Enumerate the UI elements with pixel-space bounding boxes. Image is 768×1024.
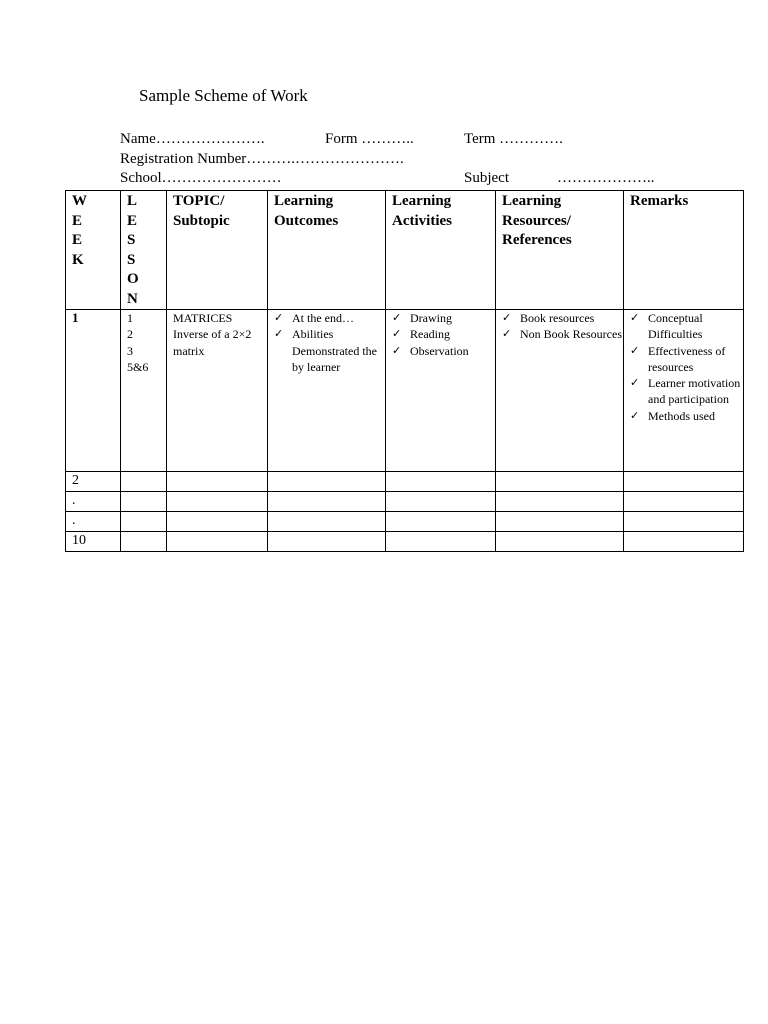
checkmark-icon: ✓	[392, 343, 402, 357]
lesson-cell	[121, 310, 167, 472]
header-letter: L	[127, 193, 138, 209]
col-lesson	[121, 191, 167, 310]
list-item-text: At the end…	[292, 311, 354, 325]
table-row: .	[66, 492, 744, 512]
col-topic	[167, 191, 268, 310]
header-letter: E	[72, 212, 83, 229]
school-field: School……………………	[120, 170, 282, 186]
header-text: Learning	[392, 193, 452, 209]
activities-cell	[386, 310, 496, 472]
outcomes-cell	[268, 310, 386, 472]
header-row	[66, 191, 744, 310]
list-item-text: Methods used	[648, 408, 715, 423]
week-cell: 1	[66, 310, 121, 472]
header-letter: W	[72, 193, 87, 209]
list-item-text: Non Book Resources	[520, 327, 622, 342]
list-item-text: Learner motivation and participation	[648, 376, 741, 407]
list-item	[624, 375, 743, 408]
col-outcomes	[268, 191, 386, 310]
checkmark-icon: ✓	[392, 327, 402, 341]
col-activities	[386, 191, 496, 310]
list-item-text: Abilities Demonstrated the by learner	[292, 327, 377, 374]
list-item	[268, 326, 385, 375]
header-text: Outcomes	[274, 212, 339, 229]
topic-text: Inverse of a 2×2	[173, 327, 252, 342]
checkmark-icon: ✓	[392, 311, 402, 324]
header-letter: O	[127, 271, 139, 287]
resources-cell	[496, 310, 624, 472]
header-text: Remarks	[630, 193, 689, 209]
lesson-number: 2	[127, 327, 133, 342]
list-item	[624, 408, 743, 424]
lesson-number: 5&6	[127, 359, 149, 374]
header-text: Resources/	[502, 212, 571, 229]
list-item	[624, 310, 743, 343]
checkmark-icon: ✓	[630, 376, 640, 390]
header-letter: N	[127, 290, 138, 307]
topic-cell	[167, 310, 268, 472]
header-text: TOPIC/	[173, 193, 225, 209]
list-item-text: Effectiveness of resources	[648, 343, 726, 374]
list-item	[268, 310, 385, 326]
header-letter: S	[127, 251, 136, 268]
registration-field: Registration Number……….………………….	[120, 151, 404, 167]
header-text: Learning	[502, 193, 562, 209]
subject-label: Subject	[464, 170, 509, 186]
checkmark-icon: ✓	[630, 311, 640, 324]
name-field: Name………………….	[120, 131, 265, 147]
list-item	[386, 326, 495, 342]
subject-field: ………………..	[557, 170, 655, 186]
list-item	[386, 343, 495, 359]
header-text: Activities	[392, 212, 452, 229]
list-item	[496, 326, 623, 342]
lesson-number: 1	[127, 311, 133, 325]
table-row: 2	[66, 472, 744, 492]
header-letter: S	[127, 232, 136, 248]
list-item-text: Drawing	[410, 311, 452, 325]
page-title: Sample Scheme of Work	[139, 86, 308, 105]
form-field: Form ………..	[325, 131, 414, 147]
checkmark-icon: ✓	[502, 311, 512, 324]
table-row: 10	[66, 532, 744, 552]
lesson-number: 3	[127, 343, 133, 358]
header-letter: E	[72, 232, 83, 248]
remarks-cell	[624, 310, 744, 472]
list-item-text: Book resources	[520, 311, 595, 325]
col-remarks	[624, 191, 744, 310]
header-text: Learning	[274, 193, 334, 209]
header-letter: E	[127, 212, 138, 229]
checkmark-icon: ✓	[274, 311, 284, 324]
list-item	[496, 310, 623, 326]
list-item	[624, 343, 743, 376]
checkmark-icon: ✓	[274, 327, 284, 341]
topic-text: matrix	[173, 343, 205, 358]
header-letter: K	[72, 251, 84, 268]
list-item-text: Conceptual Difficulties	[648, 311, 703, 342]
col-resources	[496, 191, 624, 310]
table-row: .	[66, 512, 744, 532]
term-field: Term ………….	[464, 131, 563, 147]
scheme-table	[65, 190, 744, 552]
checkmark-icon: ✓	[630, 343, 640, 357]
list-item-text: Reading	[410, 327, 450, 342]
topic-text: MATRICES	[173, 311, 233, 325]
header-text: Subtopic	[173, 212, 230, 229]
table-row	[66, 310, 744, 472]
list-item-text: Observation	[410, 343, 469, 358]
checkmark-icon: ✓	[630, 408, 640, 422]
list-item	[386, 310, 495, 326]
header-text: References	[502, 232, 572, 248]
checkmark-icon: ✓	[502, 327, 512, 341]
col-week	[66, 191, 121, 310]
